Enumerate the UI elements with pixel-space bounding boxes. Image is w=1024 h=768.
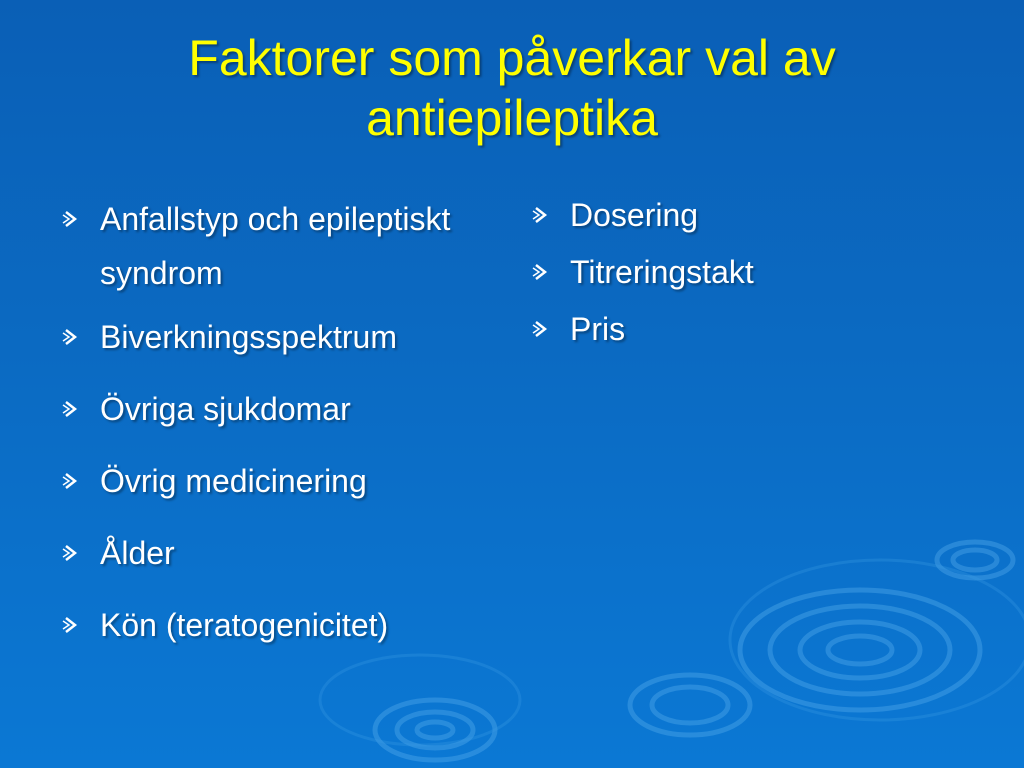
chevron-arrow-bullet-icon (532, 206, 550, 224)
list-item-text: Anfallstyp och epileptiskt syndrom (100, 201, 451, 291)
list-item (530, 192, 970, 238)
list-item-text: Pris (570, 311, 626, 347)
chevron-arrow-bullet-icon (62, 210, 80, 228)
chevron-arrow-bullet-icon (532, 263, 550, 281)
list-item (530, 249, 970, 295)
list-item-text: Dosering (570, 197, 699, 233)
chevron-arrow-bullet-icon (62, 400, 80, 418)
chevron-arrow-bullet-icon (62, 472, 80, 490)
list-item-text: Övriga sjukdomar (100, 391, 351, 427)
list-item-text: Titreringstakt (570, 254, 754, 290)
list-item-text: Biverkningsspektrum (100, 319, 397, 355)
list-item (60, 458, 500, 504)
chevron-arrow-bullet-icon (62, 616, 80, 634)
list-item-text: Övrig medicinering (100, 463, 367, 499)
chevron-arrow-bullet-icon (62, 328, 80, 346)
list-item (530, 306, 970, 352)
list-item (60, 192, 500, 300)
list-item (60, 530, 500, 576)
left-bullet-list (60, 192, 500, 674)
right-bullet-list (530, 192, 970, 363)
list-item (60, 602, 500, 648)
list-item-text: Ålder (100, 535, 175, 571)
list-item (60, 314, 500, 360)
chevron-arrow-bullet-icon (62, 544, 80, 562)
chevron-arrow-bullet-icon (532, 320, 550, 338)
slide-title: Faktorer som påverkar val av antiepileptika (188, 30, 836, 146)
list-item (60, 386, 500, 432)
list-item-text: Kön (teratogenicitet) (100, 607, 389, 643)
